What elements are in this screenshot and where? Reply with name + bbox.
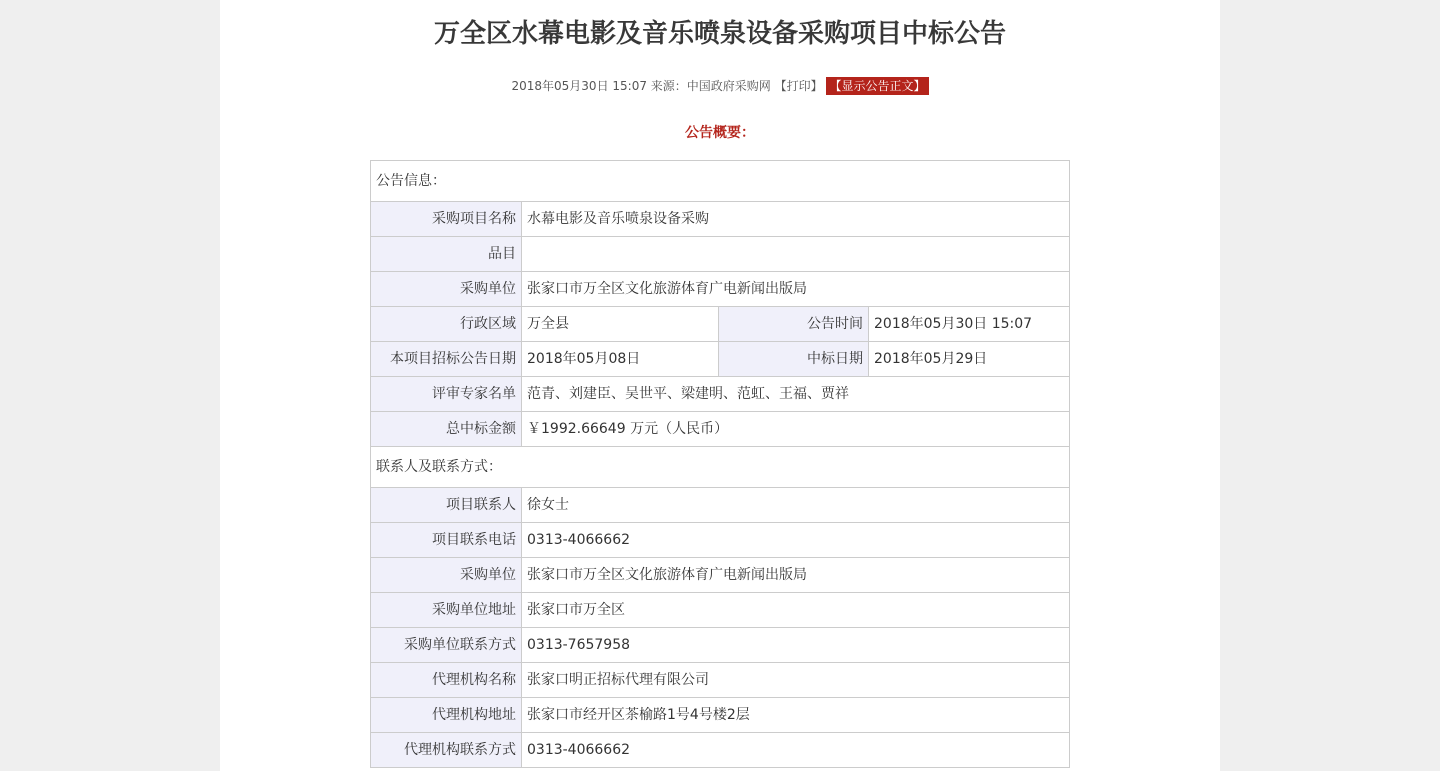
agency-name-value: 张家口明正招标代理有限公司 (522, 663, 1070, 698)
agency-address-value: 张家口市经开区茶榆路1号4号楼2层 (522, 698, 1070, 733)
table-row (371, 202, 1070, 237)
contact-section-header: 联系人及联系方式： (371, 447, 1070, 488)
contact-phone-value: 0313-4066662 (522, 523, 1070, 558)
project-name-value: 水幕电影及音乐喷泉设备采购 (522, 202, 1070, 237)
table-row (371, 523, 1070, 558)
summary-heading: 公告概要： (685, 125, 755, 141)
region-value: 万全县 (522, 307, 719, 342)
table-row (371, 272, 1070, 307)
table-row (371, 628, 1070, 663)
table-row (371, 593, 1070, 628)
table-row (371, 447, 1070, 488)
purchaser-contact-label: 采购单位联系方式 (371, 628, 522, 663)
contact-purchaser-value: 张家口市万全区文化旅游体育广电新闻出版局 (522, 558, 1070, 593)
experts-label: 评审专家名单 (371, 377, 522, 412)
total-amount-label: 总中标金额 (371, 412, 522, 447)
announce-time-label: 公告时间 (719, 307, 869, 342)
award-date-label: 中标日期 (719, 342, 869, 377)
experts-value: 范青、刘建臣、吴世平、梁建明、范虹、王福、贾祥 (522, 377, 1070, 412)
source-text: 来源：中国政府采购网 (650, 79, 771, 93)
show-full-text-button[interactable]: 【显示公告正文】 (826, 77, 928, 95)
notice-section-header: 公告信息： (371, 161, 1070, 202)
purchaser-address-label: 采购单位地址 (371, 593, 522, 628)
table-row (371, 307, 1070, 342)
table-row (371, 663, 1070, 698)
bid-notice-date-value: 2018年05月08日 (522, 342, 719, 377)
agency-name-label: 代理机构名称 (371, 663, 522, 698)
purchaser-label: 采购单位 (371, 272, 522, 307)
item-value (522, 237, 1070, 272)
table-row (371, 412, 1070, 447)
item-label: 品目 (371, 237, 522, 272)
purchaser-address-value: 张家口市万全区 (522, 593, 1070, 628)
table-row (371, 237, 1070, 272)
page-title: 万全区水幕电影及音乐喷泉设备采购项目中标公告 (433, 19, 1006, 49)
table-row (371, 377, 1070, 412)
agency-contact-value: 0313-4066662 (522, 733, 1070, 768)
table-row (371, 342, 1070, 377)
contact-phone-label: 项目联系电话 (371, 523, 522, 558)
page-container (220, 0, 1220, 771)
announce-time-value: 2018年05月30日 15:07 (869, 307, 1070, 342)
contact-purchaser-label: 采购单位 (371, 558, 522, 593)
bid-notice-date-label: 本项目招标公告日期 (371, 342, 522, 377)
project-name-label: 采购项目名称 (371, 202, 522, 237)
notice-summary-table (370, 160, 1070, 768)
award-date-value: 2018年05月29日 (869, 342, 1070, 377)
contact-person-label: 项目联系人 (371, 488, 522, 523)
purchaser-contact-value: 0313-7657958 (522, 628, 1070, 663)
region-label: 行政区域 (371, 307, 522, 342)
purchaser-value: 张家口市万全区文化旅游体育广电新闻出版局 (522, 272, 1070, 307)
publish-datetime: 2018年05月30日 15:07 (511, 79, 647, 93)
article-meta (220, 77, 1220, 95)
contact-person-value: 徐女士 (522, 488, 1070, 523)
total-amount-value: ￥1992.66649 万元（人民币） (522, 412, 1070, 447)
table-row (371, 733, 1070, 768)
table-row (371, 698, 1070, 733)
agency-address-label: 代理机构地址 (371, 698, 522, 733)
table-row (371, 161, 1070, 202)
table-row (371, 558, 1070, 593)
print-link[interactable]: 【打印】 (774, 79, 823, 93)
table-row (371, 488, 1070, 523)
agency-contact-label: 代理机构联系方式 (371, 733, 522, 768)
